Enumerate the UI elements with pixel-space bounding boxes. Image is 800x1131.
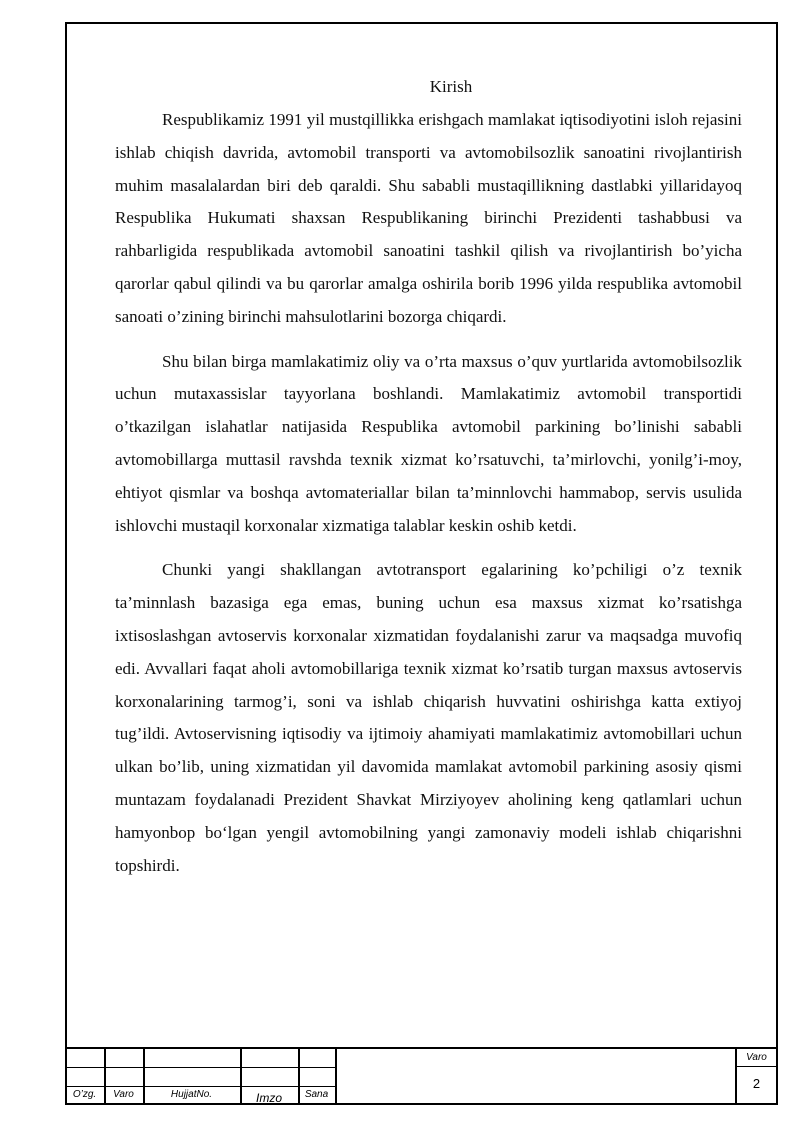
document-title: Kirish xyxy=(429,77,473,96)
stamp-label-change: O’zg. xyxy=(72,1089,97,1100)
paragraph-1: Respublikamiz 1991 yil mustqillikka erishgach mamlakat iqtisodiyotini isloh rejasini ishlab chiqish davrida, avtomobil transporti va avtomobilsozlik sanoatini rivojlantirish muhim masalalardan biri deb qaraldi. Shu sababli mustaqillikning dastlabki yillaridayoq Respublika Hukumati shaxsan Respublikaning birinchi Prezidenti tashabbusi va rahbarligida respublikada avtomobil sanoatini tashkil qilish va rivojlantirish bo’yicha qarorlar qabul qilindi va bu qarorlar amalga oshirila borib 1996 yilda respublika avtomobil sanoati o’zining birinchi mahsulotlarini bozorga chiqardi. xyxy=(115,110,742,326)
sheet-label: Varo xyxy=(746,1052,767,1063)
document-body xyxy=(115,72,742,894)
page-number: 2 xyxy=(752,1076,761,1091)
paragraph-3: Chunki yangi shakllangan avtotransport egalarining ko’pchiligi o’z texnik ta’minnlash bazasiga ega emas, buning uchun esa maxsus xizmat ko’rsatishga ixtisoslashgan avtoservis korxonalar xizmatidan foydalanishi zarur va maqsadga muvofiq edi. Avvallari faqat aholi avtomobillariga texnik xizmat ko’rsatib turgan maxsus avtoservis korxonalarining tarmog’i, soni va ishlab chiqarish huvvatini oshirishga katta extiyoj tug’ildi. Avtoservisning iqtisodiy va ijtimoiy ahamiyati mamlakatimiz avtomobillari uchun ulkan bo’lib, uning xizmatidan yil davomida mamlakat avtomobil parkining asosiy qismi muntazam foydalanadi Prezident Shavkat Mirziyoyev aholining keng qatlamlari uchun hamyonbop bo‘lgan yengil avtomobilning yangi zamonaviy modeli ishlab chiqarishni topshirdi. xyxy=(115,560,742,875)
stamp-label-date: Sana xyxy=(304,1089,329,1100)
paragraph-2: Shu bilan birga mamlakatimiz oliy va o’rta maxsus o’quv yurtlarida avtomobilsozlik uchun mutaxassislar tayyorlana boshlandi. Mamlakatimiz avtomobil transportidi o’tkazilgan islahatlar natijasida Respublika avtomobil parkining bo’linishi sababli avtomobillarga muttasil ravshda texnik xizmat ko’rsatuvchi, ta’mirlovchi, yonilg’i-moy, ehtiyot qismlar va boshqa avtomateriallar bilan ta’minnlovchi hammabop, servis usulida ishlovchi mustaqil korxonalar xizmatiga talablar keskin oshib ketdi. xyxy=(115,351,742,535)
stamp-label-document: HujjatNo. xyxy=(170,1089,213,1100)
title-block xyxy=(65,1047,778,1105)
stamp-label-sheet: Varo xyxy=(113,1089,134,1100)
stamp-label-signature: Imzo xyxy=(255,1091,282,1105)
